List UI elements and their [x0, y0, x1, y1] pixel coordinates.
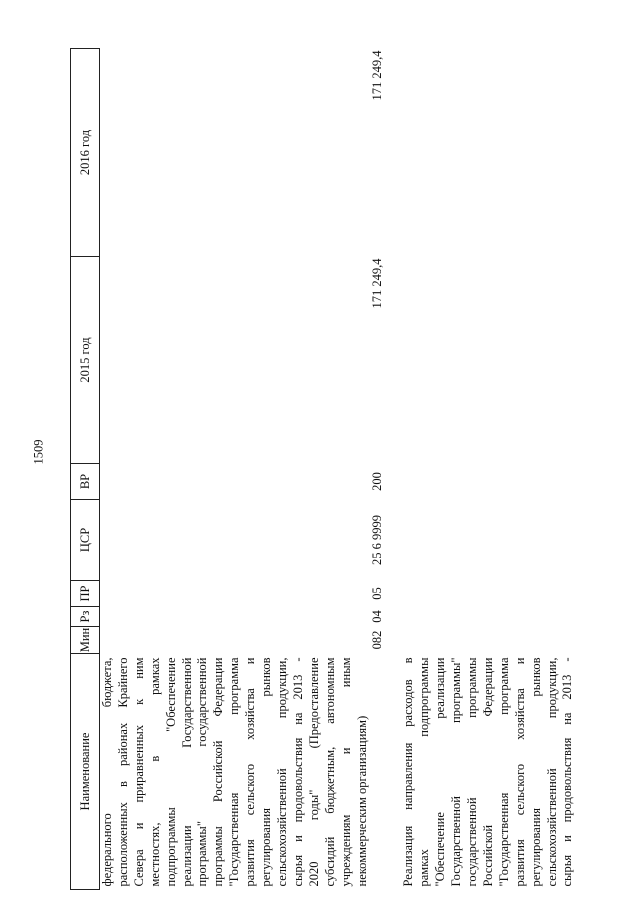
rotated-page-content [70, 49, 612, 890]
table-row [401, 49, 576, 890]
name-line: Реализация направления расходов в [401, 657, 416, 887]
cell-rz [100, 607, 371, 627]
name-line: сельскохозяйственной продукции, [544, 657, 559, 887]
name-line: Государственной программы" [449, 657, 464, 887]
col-header-name: Наименование [71, 654, 100, 890]
cell-min: 082 [370, 630, 385, 650]
cell-2016: 171 249,4 [370, 50, 385, 101]
name-line: Севера и приравненных к ним [131, 657, 146, 887]
name-line: реализации Государственной [179, 657, 194, 887]
row-separator [385, 49, 401, 890]
col-header-csr: ЦСР [71, 500, 100, 581]
cell-2016 [100, 49, 371, 257]
row-name-cell [100, 654, 371, 890]
cell-2015 [100, 257, 371, 464]
cell-pr: 05 [370, 587, 385, 600]
cell-rz: 04 [370, 610, 385, 623]
name-line: 2020 годы" (Предоставление [306, 657, 321, 887]
cell-vr [401, 464, 576, 500]
table-row [100, 49, 371, 890]
cell-min [100, 627, 371, 654]
name-line: регулирования рынков [528, 657, 543, 887]
name-line: федерального бюджета, [100, 657, 114, 887]
cell-pr [100, 581, 371, 607]
name-line: расположенных в районах Крайнего [115, 657, 130, 887]
table-header-row [71, 49, 100, 890]
name-line: субсидий бюджетным, автономным [322, 657, 337, 887]
name-line: программы Российской Федерации [211, 657, 226, 887]
cell-rz [401, 607, 576, 627]
col-header-pr: ПР [71, 581, 100, 607]
page-number: 1509 [31, 439, 46, 465]
name-line: сырья и продовольствия на 2013 - [560, 657, 575, 887]
col-header-2015: 2015 год [71, 257, 100, 464]
cell-csr: 25 6 9999 [370, 515, 385, 565]
name-line: развития сельского хозяйства и [243, 657, 258, 887]
name-line: сельскохозяйственной продукции, [274, 657, 289, 887]
name-line: учреждениям и иным [338, 657, 353, 887]
name-line: рамках подпрограммы [417, 657, 432, 887]
name-line: Российской Федерации [480, 657, 495, 887]
col-header-rz: Рз [71, 607, 100, 627]
name-line: развития сельского хозяйства и [512, 657, 527, 887]
col-header-vr: ВР [71, 464, 100, 500]
cell-2016 [401, 49, 576, 257]
name-line: подпрограммы "Обеспечение [163, 657, 178, 887]
name-line: программы" государственной [195, 657, 210, 887]
cell-min [401, 627, 576, 654]
name-line: государственной программы [465, 657, 480, 887]
budget-table [70, 48, 576, 890]
table-row-codes [370, 49, 385, 890]
name-line: "Государственная программа [496, 657, 511, 887]
name-line: "Государственная программа [227, 657, 242, 887]
cell-csr [100, 500, 371, 581]
name-line: регулирования рынков [259, 657, 274, 887]
row-name-cell [401, 654, 576, 890]
col-header-2016: 2016 год [71, 49, 100, 257]
cell-2015 [401, 257, 576, 464]
cell-2015: 171 249,4 [370, 258, 385, 309]
name-line: сырья и продовольствия на 2013 - [290, 657, 305, 887]
col-header-min: Мин [71, 627, 100, 654]
name-line: местностях, в рамках [147, 657, 162, 887]
cell-pr [401, 581, 576, 607]
name-line: некоммерческим организациям) [354, 715, 369, 887]
name-line: "Обеспечение реализации [433, 657, 448, 887]
cell-vr [100, 464, 371, 500]
cell-vr: 200 [370, 472, 385, 491]
codes-name-spacer [370, 654, 385, 890]
cell-csr [401, 500, 576, 581]
